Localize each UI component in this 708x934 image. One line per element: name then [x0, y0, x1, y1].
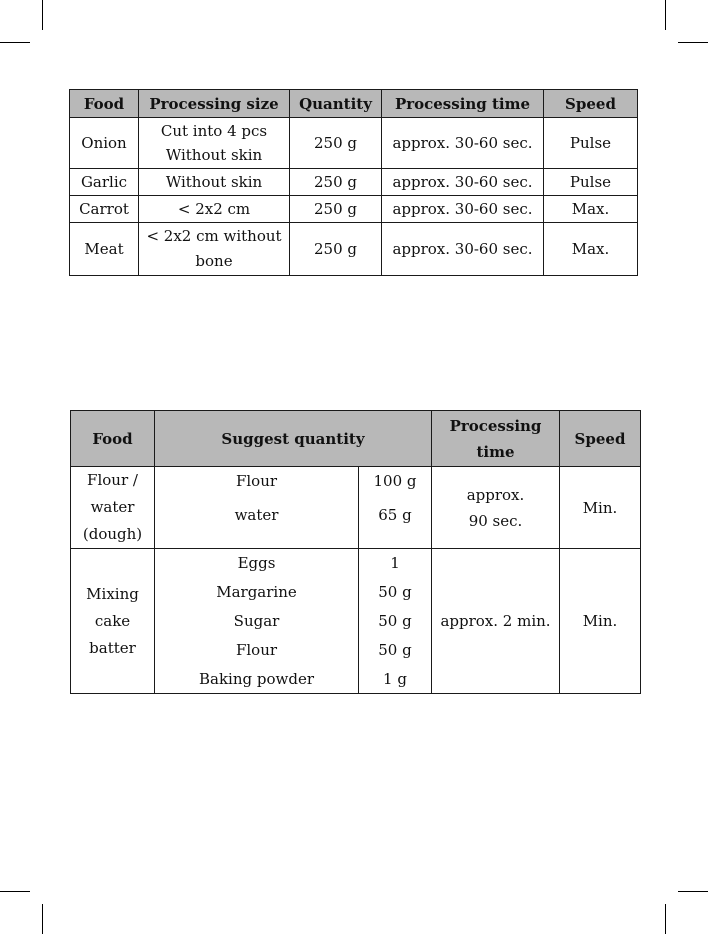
cell-speed: Pulse	[544, 169, 638, 196]
cell-food	[71, 549, 155, 694]
food-line: cake	[94, 611, 131, 630]
crop-mark	[665, 904, 666, 934]
cell-ingredient: water	[155, 495, 359, 548]
table-row	[70, 169, 638, 196]
header-processing-time	[432, 411, 560, 467]
table-row	[71, 549, 641, 578]
header-line: time	[476, 442, 515, 461]
cell-food: Onion	[70, 118, 139, 169]
cell-amount: 50 g	[359, 607, 432, 636]
cell-time: approx. 30-60 sec.	[382, 169, 544, 196]
cell-speed: Max.	[544, 196, 638, 223]
time-line: approx.	[466, 485, 525, 504]
header-food: Food	[70, 90, 139, 118]
size-line: Without skin	[165, 146, 263, 164]
cell-food: Carrot	[70, 196, 139, 223]
crop-mark	[0, 42, 30, 43]
size-line: bone	[195, 252, 233, 270]
cell-speed: Min.	[560, 549, 641, 694]
cell-amount: 100 g	[359, 467, 432, 496]
header-food: Food	[71, 411, 155, 467]
mixing-table	[70, 410, 641, 694]
table-row	[70, 223, 638, 276]
cell-ingredient: Sugar	[155, 607, 359, 636]
header-speed: Speed	[544, 90, 638, 118]
time-line: 90 sec.	[468, 511, 523, 530]
header-speed: Speed	[560, 411, 641, 467]
cell-time: approx. 30-60 sec.	[382, 118, 544, 169]
cell-time: approx. 30-60 sec.	[382, 223, 544, 276]
header-line: Processing	[449, 416, 542, 435]
cell-quantity: 250 g	[290, 223, 382, 276]
crop-mark	[0, 891, 30, 892]
table-header-row	[71, 411, 641, 467]
cell-quantity: 250 g	[290, 169, 382, 196]
food-line: batter	[89, 638, 136, 657]
cell-size	[139, 118, 290, 169]
cell-ingredient: Flour	[155, 636, 359, 665]
cell-size	[139, 223, 290, 276]
cell-ingredient: Eggs	[155, 549, 359, 578]
table-row	[71, 467, 641, 496]
table-row	[70, 118, 638, 169]
header-processing-time: Processing time	[382, 90, 544, 118]
cell-amount: 1 g	[359, 665, 432, 694]
cell-food: Garlic	[70, 169, 139, 196]
cell-speed: Min.	[560, 467, 641, 549]
crop-mark	[665, 0, 666, 30]
food-line: Flour /	[87, 471, 138, 489]
cell-time: approx. 2 min.	[432, 549, 560, 694]
crop-mark	[42, 904, 43, 934]
cell-quantity: 250 g	[290, 118, 382, 169]
cell-ingredient: Margarine	[155, 578, 359, 607]
header-processing-size: Processing size	[139, 90, 290, 118]
food-line: (dough)	[82, 525, 143, 543]
cell-time: approx. 30-60 sec.	[382, 196, 544, 223]
table-row	[70, 196, 638, 223]
cell-amount: 50 g	[359, 636, 432, 665]
cell-amount: 65 g	[359, 495, 432, 548]
crop-mark	[42, 0, 43, 30]
cell-size: Without skin	[139, 169, 290, 196]
cell-quantity: 250 g	[290, 196, 382, 223]
food-line: water	[90, 498, 135, 516]
table-header-row	[70, 90, 638, 118]
size-line: Cut into 4 pcs	[160, 122, 268, 140]
cell-food	[71, 467, 155, 549]
processing-table	[69, 89, 638, 276]
food-line: Mixing	[86, 584, 139, 603]
cell-ingredient: Flour	[155, 467, 359, 496]
cell-time	[432, 467, 560, 549]
cell-speed: Pulse	[544, 118, 638, 169]
cell-food: Meat	[70, 223, 139, 276]
cell-amount: 1	[359, 549, 432, 578]
crop-mark	[678, 42, 708, 43]
cell-size: < 2x2 cm	[139, 196, 290, 223]
cell-ingredient: Baking powder	[155, 665, 359, 694]
cell-amount: 50 g	[359, 578, 432, 607]
header-quantity: Quantity	[290, 90, 382, 118]
size-line: < 2x2 cm without	[146, 227, 282, 245]
header-suggest-quantity: Suggest quantity	[155, 411, 432, 467]
cell-speed: Max.	[544, 223, 638, 276]
crop-mark	[678, 891, 708, 892]
